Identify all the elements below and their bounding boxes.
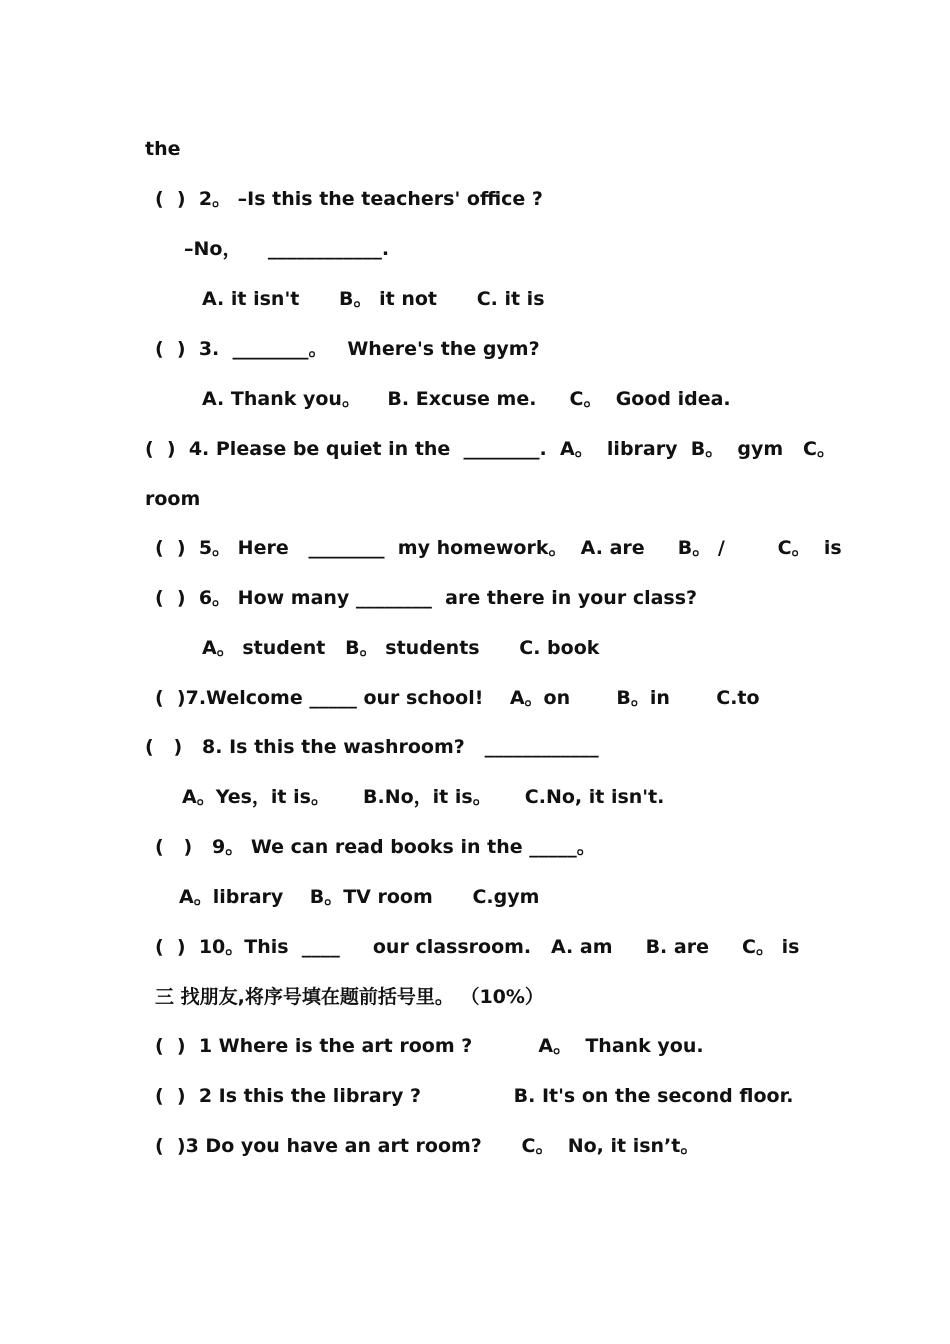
question-2-options: A. it isn't B。 it not C. it is	[202, 288, 545, 310]
question-5: ( ) 5。 Here ________ my homework。 A. are B。 / C。 is	[155, 537, 842, 559]
question-4-continuation: room	[145, 488, 201, 510]
question-2: ( ) 2。 –Is this the teachers' office ?	[155, 188, 543, 210]
question-8-options: A。Yes，it is。 B.No，it is。 C.No, it isn't.	[182, 786, 665, 808]
question-9: ( ) 9。 We can read books in the _____。	[155, 836, 596, 858]
match-item-1: ( ) 1 Where is the art room ? A。 Thank you.	[155, 1035, 704, 1057]
question-8: ( ) 8. Is this the washroom? ____________	[145, 736, 599, 758]
question-6: ( ) 6。 How many ________ are there in your class?	[155, 587, 698, 609]
question-10: ( ) 10。This ____ our classroom. A. am B. are C。 is	[155, 936, 800, 958]
section-3-heading: 三 找朋友,将序号填在题前括号里。 （10%）	[155, 986, 544, 1008]
question-2-answer-line: –No， ____________.	[184, 238, 390, 260]
match-item-2: ( ) 2 Is this the library ? B. It's on the second floor.	[155, 1085, 794, 1107]
question-9-options: A。library B。TV room C.gym	[179, 886, 540, 908]
question-3: ( ) 3. ________。 Where's the gym?	[155, 338, 540, 360]
text-line-continuation: the	[145, 138, 181, 160]
question-4: ( ) 4. Please be quiet in the ________. A。 library B。 gym C。	[145, 438, 837, 460]
question-6-options: A。 student B。 students C. book	[202, 637, 600, 659]
question-3-options: A. Thank you。 B. Excuse me. C。 Good idea.	[202, 388, 731, 410]
match-item-3: ( )3 Do you have an art room? C。 No, it isn’t。	[155, 1135, 700, 1157]
question-7: ( )7.Welcome _____ our school! A。on B。in C.to	[155, 687, 760, 709]
